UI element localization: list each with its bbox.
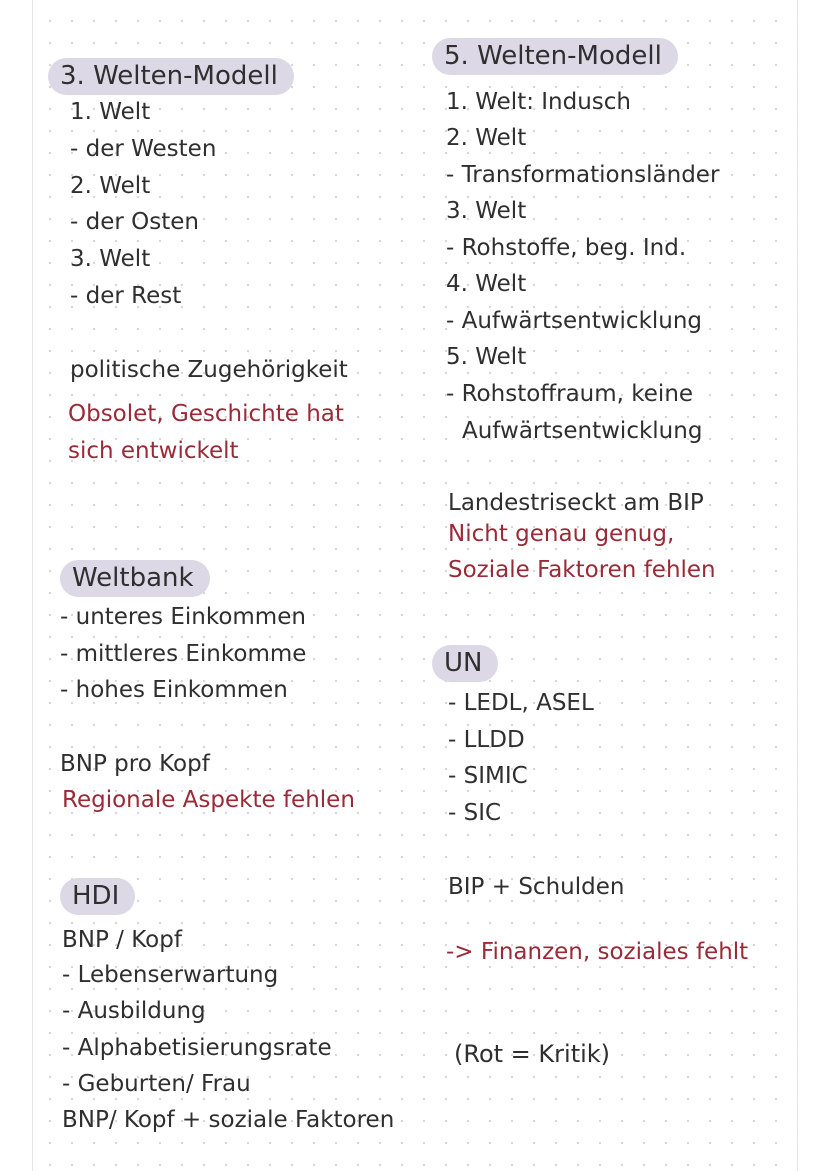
heading-un: UN [432, 645, 498, 682]
five-worlds-critique-2: Soziale Faktoren fehlen [448, 557, 716, 583]
three-worlds-line-2: - der Westen [70, 136, 217, 162]
weltbank-basis: BNP pro Kopf [60, 751, 210, 777]
heading-five-worlds-model: 5. Welten-Modell [432, 38, 678, 75]
five-worlds-line-5: - Rohstoffe, beg. Ind. [446, 235, 687, 261]
three-worlds-critique-1: Obsolet, Geschichte hat [68, 401, 344, 427]
hdi-line-4: - Alphabetisierungsrate [62, 1035, 332, 1061]
heading-three-worlds-model: 3. Welten-Modell [48, 58, 294, 95]
weltbank-line-2: - mittleres Einkomme [60, 641, 307, 667]
five-worlds-line-2: 2. Welt [446, 125, 527, 151]
heading-weltbank: Weltbank [60, 560, 210, 597]
three-worlds-line-3: 2. Welt [70, 173, 151, 199]
weltbank-line-3: - hohes Einkommen [60, 677, 288, 703]
un-line-1: - LEDL, ASEL [448, 690, 594, 716]
five-worlds-line-9: - Rohstoffraum, keine [446, 381, 694, 407]
five-worlds-basis: Landestriseckt am BIP [448, 490, 704, 516]
hdi-line-3: - Ausbildung [62, 998, 206, 1024]
color-legend: (Rot = Kritik) [454, 1040, 611, 1068]
five-worlds-line-10: Aufwärtsentwicklung [462, 418, 703, 444]
heading-hdi: HDI [60, 878, 135, 915]
hdi-line-6: BNP/ Kopf + soziale Faktoren [62, 1107, 395, 1133]
three-worlds-line-5: 3. Welt [70, 246, 151, 272]
five-worlds-critique-1: Nicht genau genug, [448, 521, 675, 547]
hdi-line-2: - Lebenserwartung [62, 962, 279, 988]
un-basis: BIP + Schulden [448, 874, 625, 900]
five-worlds-line-3: - Transformationsländer [446, 162, 720, 188]
hdi-line-1: BNP / Kopf [62, 927, 182, 953]
un-line-3: - SIMIC [448, 763, 528, 789]
un-line-4: - SIC [448, 800, 502, 826]
three-worlds-basis: politische Zugehörigkeit [70, 357, 348, 383]
weltbank-line-1: - unteres Einkommen [60, 604, 306, 630]
three-worlds-line-6: - der Rest [70, 283, 182, 309]
un-critique: -> Finanzen, soziales fehlt [446, 939, 749, 965]
three-worlds-critique-2: sich entwickelt [68, 438, 239, 464]
five-worlds-line-7: - Aufwärtsentwicklung [446, 308, 703, 334]
three-worlds-line-1: 1. Welt [70, 99, 151, 125]
five-worlds-line-8: 5. Welt [446, 344, 527, 370]
hdi-line-5: - Geburten/ Frau [62, 1071, 251, 1097]
un-line-2: - LLDD [448, 727, 525, 753]
three-worlds-line-4: - der Osten [70, 209, 199, 235]
five-worlds-line-1: 1. Welt: Indusch [446, 89, 632, 115]
weltbank-critique: Regionale Aspekte fehlen [62, 787, 355, 813]
five-worlds-line-6: 4. Welt [446, 271, 527, 297]
five-worlds-line-4: 3. Welt [446, 198, 527, 224]
